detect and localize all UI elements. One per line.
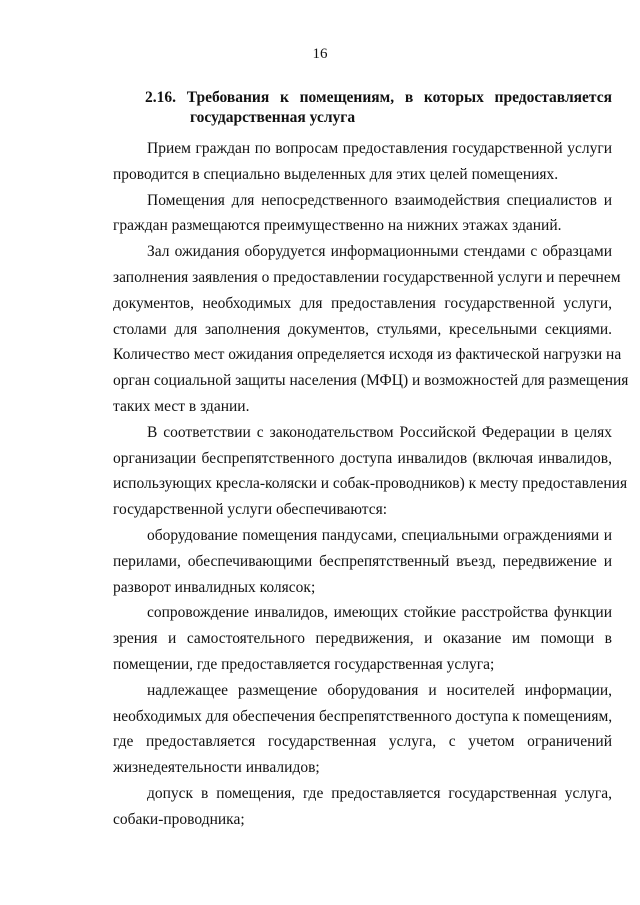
paragraph-line: сопровождение инвалидов, имеющих стойкие расстройства функции [147, 604, 612, 622]
page-number: 16 [312, 46, 328, 62]
paragraph [113, 188, 612, 240]
document-body [113, 136, 629, 833]
paragraph [113, 781, 612, 833]
paragraph [113, 239, 629, 420]
paragraph-line: допуск в помещения, где предоставляется государственная услуга, [147, 784, 612, 802]
paragraph [113, 678, 612, 781]
paragraph-line: необходимых для обеспечения беспрепятственного доступа к помещениям, [113, 707, 613, 725]
paragraph-line: надлежащее размещение оборудования и носителей информации, [147, 681, 612, 699]
paragraph-line: заполнения заявления о предоставлении государственной услуги и перечнем [113, 268, 621, 286]
paragraph-line: Количество мест ожидания определяется исходя из фактической нагрузки на [113, 346, 622, 364]
paragraph-line: организации беспрепятственного доступа инвалидов (включая инвалидов, [113, 449, 612, 467]
paragraph-line: В соответствии с законодательством Российской Федерации в целях [147, 423, 612, 441]
paragraph-line: помещении, где предоставляется государственная услуга; [113, 655, 495, 673]
paragraph-line: проводится в специально выделенных для этих целей помещениях. [113, 165, 559, 183]
paragraph [113, 420, 628, 523]
paragraph-line: Прием граждан по вопросам предоставления государственной услуги [147, 140, 612, 157]
paragraph-line: государственной услуги обеспечиваются: [113, 501, 388, 519]
paragraph-line: зрения и самостоятельного передвижения, и оказание им помощи в [113, 630, 612, 648]
paragraph-line: Помещения для непосредственного взаимодействия специалистов и [147, 191, 612, 209]
paragraph-line: документов, необходимых для предоставления государственной услуги, [113, 294, 612, 312]
paragraph-line: граждан размещаются преимущественно на нижних этажах зданий. [113, 217, 562, 235]
paragraph [113, 600, 612, 677]
paragraph-line: столами для заполнения документов, стульями, кресельными секциями. [113, 320, 612, 338]
paragraph-line: перилами, обеспечивающими беспрепятственный въезд, передвижение и [113, 552, 612, 570]
paragraph-line: таких мест в здании. [113, 397, 250, 415]
section-heading-line-1: 2.16. Требования к помещениям, в которых предоставляется [145, 89, 612, 106]
section-heading-line-2: государственная услуга [190, 109, 356, 126]
paragraph-line: оборудование помещения пандусами, специальными ограждениями и [147, 526, 612, 544]
paragraph-line: использующих кресла-коляски и собак-проводников) к месту предоставления [113, 475, 628, 493]
paragraph-line: жизнедеятельности инвалидов; [113, 759, 320, 777]
paragraph [113, 136, 612, 188]
paragraph-line: разворот инвалидных колясок; [113, 578, 316, 596]
paragraph-line: собаки-проводника; [113, 810, 245, 828]
section-heading [145, 88, 612, 128]
paragraph-line: где предоставляется государственная услуга, с учетом ограничений [113, 733, 612, 751]
paragraph-line: орган социальной защиты населения (МФЦ) и возможностей для размещения [113, 372, 629, 390]
paragraph-line: Зал ожидания оборудуется информационными стендами с образцами [147, 243, 612, 261]
paragraph [113, 523, 612, 600]
